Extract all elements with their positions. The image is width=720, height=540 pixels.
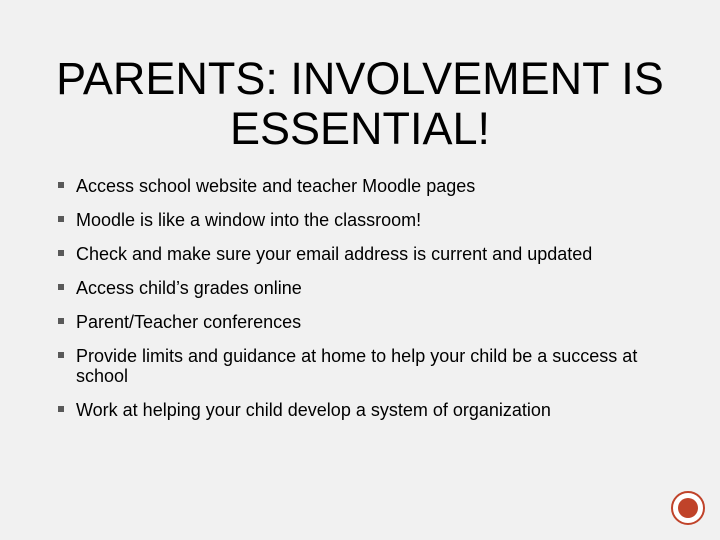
bullet-text: Check and make sure your email address is current and updated <box>76 244 593 264</box>
list-item <box>58 346 688 386</box>
square-bullet-icon <box>58 182 64 188</box>
bullet-list <box>58 176 688 434</box>
list-item <box>58 312 688 332</box>
bullet-text: Parent/Teacher conferences <box>76 312 302 332</box>
slide-title-line-2: ESSENTIAL! <box>229 103 491 154</box>
square-bullet-icon <box>58 284 64 290</box>
slide-title <box>40 54 680 154</box>
square-bullet-icon <box>58 318 64 324</box>
list-item <box>58 244 688 264</box>
bullet-text: Access school website and teacher Moodle pages <box>76 176 476 196</box>
list-item <box>58 278 688 298</box>
square-bullet-icon <box>58 406 64 412</box>
list-item <box>58 210 688 230</box>
nav-button-inner <box>678 498 698 518</box>
square-bullet-icon <box>58 352 64 358</box>
bullet-text: Moodle is like a window into the classroom! <box>76 210 422 230</box>
square-bullet-icon <box>58 216 64 222</box>
bullet-text: Work at helping your child develop a system of organization <box>76 400 551 420</box>
square-bullet-icon <box>58 250 64 256</box>
slide-title-line-1: PARENTS: INVOLVEMENT IS <box>56 53 664 104</box>
circle-nav-icon[interactable] <box>671 491 705 525</box>
list-item <box>58 400 688 420</box>
bullet-text: Provide limits and guidance at home to help your child be a success at school <box>76 346 638 386</box>
bullet-text: Access child’s grades online <box>76 278 302 298</box>
list-item <box>58 176 688 196</box>
